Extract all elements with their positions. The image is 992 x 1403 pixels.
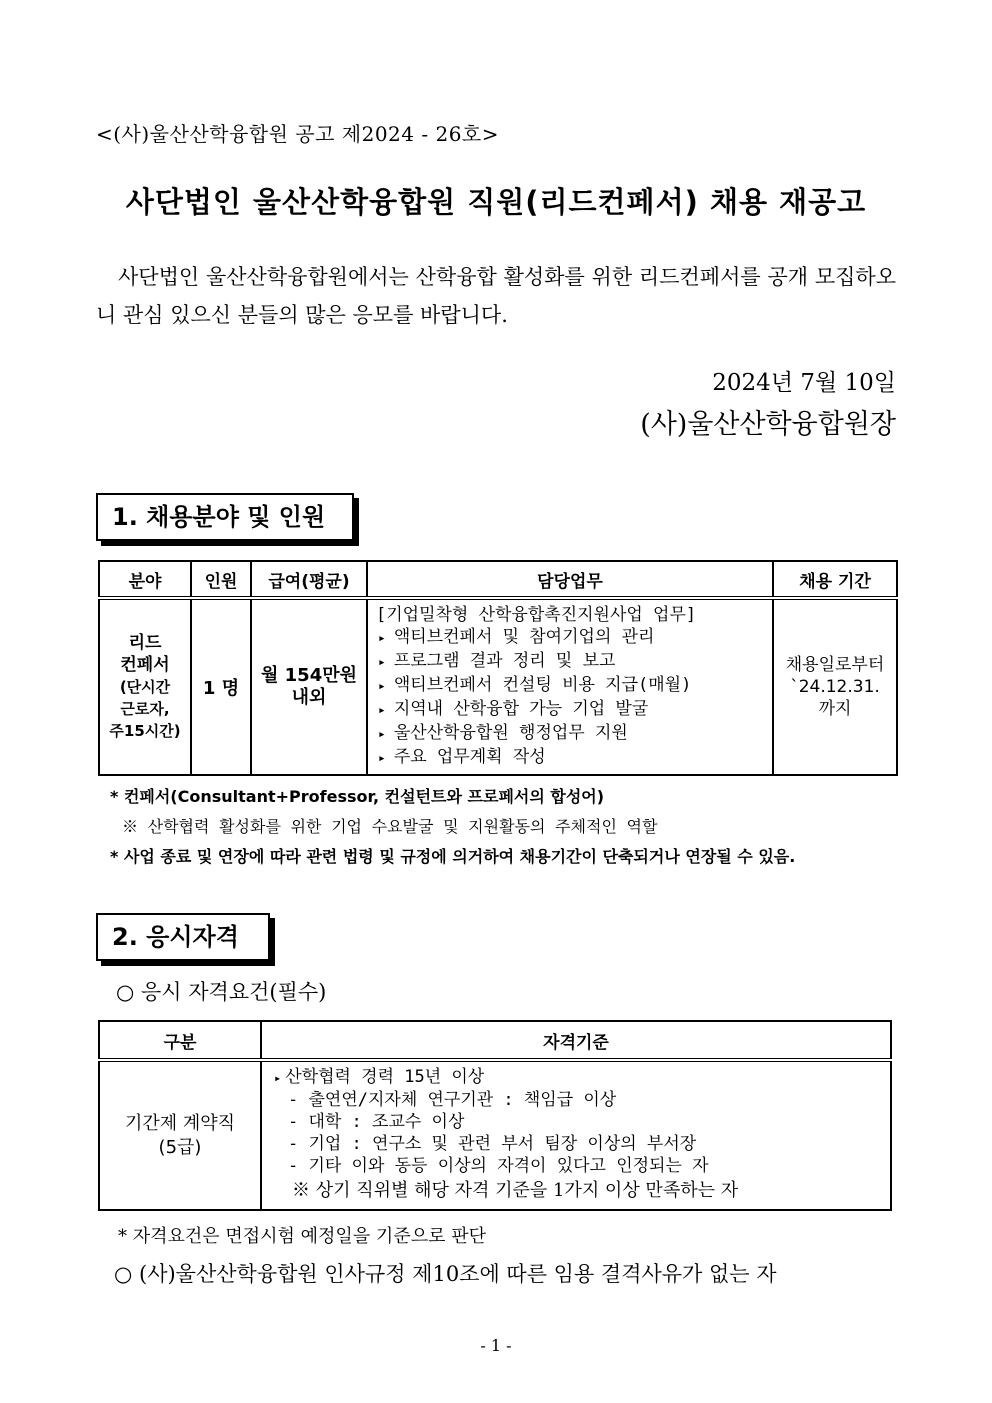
field-line: 리드 xyxy=(128,633,162,653)
intro-paragraph xyxy=(96,258,896,334)
requirements-title: ○ 응시 자격요건(필수) xyxy=(116,980,327,1004)
period-line: 채용일로부터 xyxy=(785,655,885,675)
table-header-row xyxy=(99,1021,891,1060)
section1-heading: 1. 채용분야 및 인원 xyxy=(96,493,354,541)
duty-item: ▸ 액티브컨페서 및 참여기업의 관리 xyxy=(376,626,764,650)
field-sub: (단시간 xyxy=(119,678,171,696)
duty-item: ▸ 액티브컨페서 컨설팅 비용 지급(매월) xyxy=(376,674,764,698)
criteria-main: ▸ 산학협력 경력 15년 이상 xyxy=(274,1066,878,1089)
period-line: `24.12.31. xyxy=(790,677,880,697)
criteria-note: ※ 상기 직위별 해당 자격 기준을 1가지 이상 만족하는 자 xyxy=(292,1180,739,1201)
page-title: 사단법인 울산산학융합원 직원(리드컨페서) 채용 재공고 xyxy=(125,185,867,219)
signer: (사)울산산학융합원장 xyxy=(640,409,896,440)
period-line: 까지 xyxy=(818,699,852,719)
header-period: 채용 기간 xyxy=(773,561,897,598)
duty-item: ▸ 지역내 산학융합 가능 기업 발굴 xyxy=(376,698,764,722)
duty-item: ▸ 프로그램 결과 정리 및 보고 xyxy=(376,650,764,674)
header-duties: 담당업무 xyxy=(367,561,773,598)
note-role: ※ 산학협력 활성화를 위한 기업 수요발굴 및 지원활동의 주체적인 역할 xyxy=(122,817,658,836)
section2-heading: 2. 응시자격 xyxy=(96,913,270,961)
field-line: 컨페서 xyxy=(120,655,170,675)
cell-grade xyxy=(99,1060,261,1210)
duties-title: [기업밀착형 산학융합촉진지원사업 업무] xyxy=(376,605,697,625)
grade-line: (5급) xyxy=(158,1136,202,1158)
table-row xyxy=(99,598,897,775)
cell-duties xyxy=(367,598,773,775)
duty-item: ▸ 주요 업무계획 작성 xyxy=(376,746,764,770)
table-header-row xyxy=(99,561,897,598)
cell-period xyxy=(773,598,897,775)
recruitment-table xyxy=(98,560,898,776)
cell-criteria xyxy=(261,1060,891,1210)
notice-date: 2024년 7월 10일 xyxy=(712,370,896,396)
note-period: * 사업 종료 및 연장에 따라 관련 법령 및 규정에 의거하여 채용기간이 단축되거나 연장될 수 있음. xyxy=(110,847,796,866)
header-grade: 구분 xyxy=(99,1021,261,1060)
header-field: 분야 xyxy=(99,561,191,598)
criteria-item: - 기타 이와 동등 이상의 자격이 있다고 인정되는 자 xyxy=(288,1156,709,1176)
note-consultant: * 컨페서(Consultant+Professor, 컨설턴트와 프로페서의 합성어) xyxy=(110,787,605,806)
header-criteria: 자격기준 xyxy=(261,1021,891,1060)
field-sub: 근로자, xyxy=(120,700,170,718)
header-count: 인원 xyxy=(191,561,251,598)
cell-field xyxy=(99,598,191,775)
duty-item: ▸ 울산산학융합원 행정업무 지원 xyxy=(376,722,764,746)
criteria-item: - 출연연/지자체 연구기관 : 책임급 이상 xyxy=(288,1090,617,1110)
grade-line: 기간제 계약직 xyxy=(124,1112,236,1134)
criteria-item: - 기업 : 연구소 및 관련 부서 팀장 이상의 부서장 xyxy=(288,1134,697,1154)
basis-note: * 자격요건은 면접시험 예정일을 기준으로 판단 xyxy=(118,1226,486,1247)
criteria-item: - 대학 : 조교수 이상 xyxy=(288,1112,465,1132)
salary-line: 내외 xyxy=(291,687,327,708)
section1-notes xyxy=(110,782,795,872)
page-number: - 1 - xyxy=(480,1336,512,1355)
qualification-table xyxy=(98,1020,892,1211)
cell-salary xyxy=(251,598,367,775)
header-salary: 급여(평균) xyxy=(251,561,367,598)
intro-text: 사단법인 울산산학융합원에서는 산학융합 활성화를 위한 리드컨페서를 공개 모집하오니 관심 있으신 분들의 많은 응모를 바랍니다. xyxy=(96,265,896,327)
salary-line: 월 154만원 xyxy=(260,665,357,686)
field-sub: 주15시간) xyxy=(109,722,181,740)
disqualification-note: ○ (사)울산산학융합원 인사규정 제10조에 따른 임용 결격사유가 없는 자 xyxy=(114,1262,777,1286)
notice-number: <(사)울산산학융합원 공고 제2024 - 26호> xyxy=(96,122,499,146)
table-row xyxy=(99,1060,891,1210)
cell-count: 1 명 xyxy=(191,598,251,775)
